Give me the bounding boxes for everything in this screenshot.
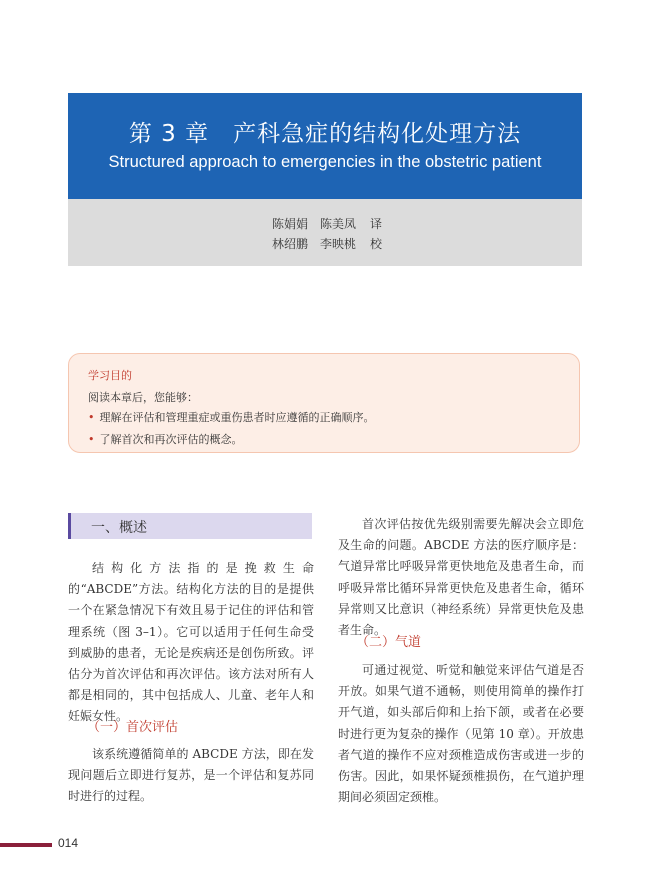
reviewer-names: 林绍鹏 李映桃 [272, 237, 357, 251]
bullet-icon: • [88, 411, 95, 424]
chapter-header [68, 93, 582, 199]
chapter-title: 第 3 章 产科急症的结构化处理方法 [128, 121, 522, 147]
subsection-heading-airway: （二）气道 [356, 635, 422, 650]
reviewer-credit [272, 235, 382, 252]
translator-role: 译 [370, 217, 383, 231]
objectives-title: 学习目的 [88, 369, 132, 382]
objectives-intro: 阅读本章后，您能够： [88, 391, 198, 404]
footer-accent-bar [0, 843, 52, 847]
body-paragraph: 该系统遵循简单的 ABCDE 方法，即在发现问题后立即进行复苏，是一个评估和复苏同时进行的过程。 [68, 747, 314, 804]
body-paragraph: 结构化方法指的是挽救生命的“ABCDE”方法。结构化方法的目的是提供一个在紧急情况下有效且易于记住的评估和管理系统（图 3–1）。它可以适用于任何生命受到威胁的患者，无论是疾病还是创伤所致。评估分为首次评估和再次评估。该方法对所有人都是相同的，其中包括成人、儿童、老年人和妊娠女性。 [68, 561, 314, 724]
objective-item: • 理解在评估和管理重症或重伤患者时应遵循的正确顺序。 [88, 411, 375, 424]
translator-names: 陈娟娟 陈美凤 [272, 217, 357, 231]
translator-credit [272, 215, 382, 232]
bullet-icon: • [88, 433, 95, 446]
learning-objectives-box [68, 353, 580, 453]
credits-panel [68, 199, 582, 266]
body-paragraph: 首次评估按优先级别需要先解决会立即危及生命的问题。ABCDE 方法的医疗顺序是：气道异常比呼吸异常更快地危及患者生命，而呼吸异常比循环异常更快危及患者生命，循环异常则又比意识（神经系统）异常更快危及患者生命。 [338, 517, 584, 638]
subsection-heading-primary-assessment: （一）首次评估 [87, 720, 179, 735]
section-heading: 一、概述 [68, 513, 312, 539]
objective-item: • 了解首次和再次评估的概念。 [88, 433, 243, 446]
page-number: 014 [58, 836, 79, 850]
body-paragraph: 可通过视觉、听觉和触觉来评估气道是否开放。如果气道不通畅，则使用简单的操作打开气道，如头部后仰和上抬下颌，或者在必要时进行更为复杂的操作（见第 10 章）。开放患者气道的操作不应对颈椎造成伤害或进一步的伤害。因此，如果怀疑颈椎损伤，在气道护理期间必须固定颈椎。 [338, 663, 584, 805]
chapter-subtitle: Structured approach to emergencies in the obstetric patient [108, 153, 542, 171]
reviewer-role: 校 [370, 237, 383, 251]
